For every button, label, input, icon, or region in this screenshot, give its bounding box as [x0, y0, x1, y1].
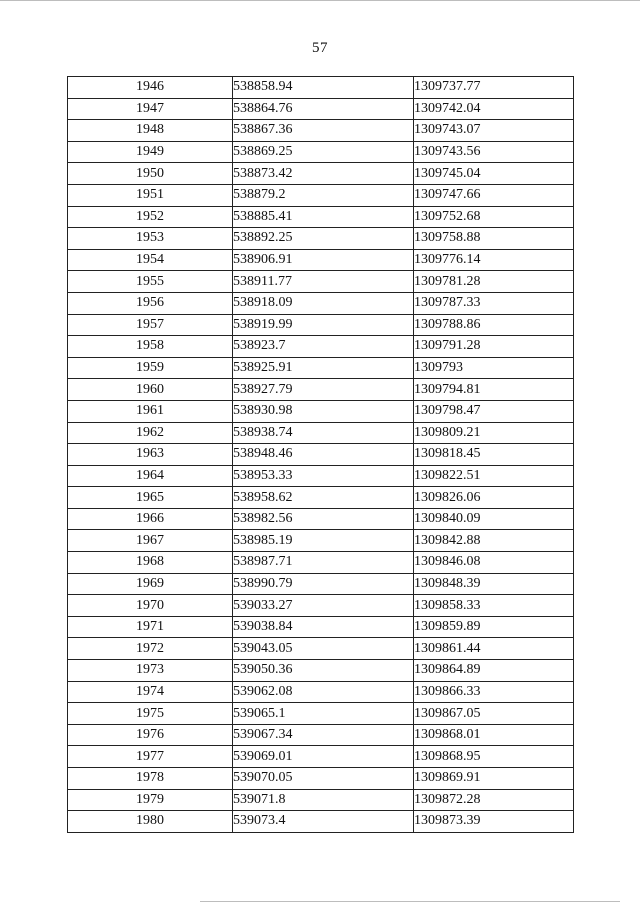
x-coordinate-cell: 539069.01	[233, 746, 414, 768]
y-coordinate-cell: 1309826.06	[414, 487, 574, 509]
point-number-cell: 1978	[68, 768, 233, 790]
point-number-cell: 1970	[68, 595, 233, 617]
point-number-cell: 1976	[68, 724, 233, 746]
table-row	[68, 724, 574, 746]
y-coordinate-cell: 1309842.88	[414, 530, 574, 552]
x-coordinate-cell: 538953.33	[233, 465, 414, 487]
table-row	[68, 357, 574, 379]
table-row	[68, 163, 574, 185]
y-coordinate-cell: 1309822.51	[414, 465, 574, 487]
y-coordinate-cell: 1309742.04	[414, 98, 574, 120]
table-row	[68, 508, 574, 530]
point-number-cell: 1951	[68, 184, 233, 206]
point-number-cell: 1946	[68, 77, 233, 99]
x-coordinate-cell: 539067.34	[233, 724, 414, 746]
y-coordinate-cell: 1309859.89	[414, 616, 574, 638]
y-coordinate-cell: 1309866.33	[414, 681, 574, 703]
x-coordinate-cell: 538919.99	[233, 314, 414, 336]
table-row	[68, 120, 574, 142]
x-coordinate-cell: 538923.7	[233, 336, 414, 358]
y-coordinate-cell: 1309776.14	[414, 249, 574, 271]
y-coordinate-cell: 1309872.28	[414, 789, 574, 811]
y-coordinate-cell: 1309745.04	[414, 163, 574, 185]
y-coordinate-cell: 1309846.08	[414, 552, 574, 574]
point-number-cell: 1947	[68, 98, 233, 120]
x-coordinate-cell: 538873.42	[233, 163, 414, 185]
point-number-cell: 1952	[68, 206, 233, 228]
point-number-cell: 1973	[68, 660, 233, 682]
y-coordinate-cell: 1309868.95	[414, 746, 574, 768]
y-coordinate-cell: 1309791.28	[414, 336, 574, 358]
x-coordinate-cell: 538930.98	[233, 400, 414, 422]
y-coordinate-cell: 1309818.45	[414, 444, 574, 466]
x-coordinate-cell: 538982.56	[233, 508, 414, 530]
y-coordinate-cell: 1309848.39	[414, 573, 574, 595]
y-coordinate-cell: 1309798.47	[414, 400, 574, 422]
x-coordinate-cell: 539043.05	[233, 638, 414, 660]
table-row	[68, 184, 574, 206]
table-row	[68, 703, 574, 725]
x-coordinate-cell: 538938.74	[233, 422, 414, 444]
point-number-cell: 1955	[68, 271, 233, 293]
table-row	[68, 98, 574, 120]
point-number-cell: 1971	[68, 616, 233, 638]
coordinates-table-body	[68, 77, 574, 833]
y-coordinate-cell: 1309781.28	[414, 271, 574, 293]
x-coordinate-cell: 538892.25	[233, 228, 414, 250]
x-coordinate-cell: 538885.41	[233, 206, 414, 228]
y-coordinate-cell: 1309867.05	[414, 703, 574, 725]
y-coordinate-cell: 1309840.09	[414, 508, 574, 530]
point-number-cell: 1950	[68, 163, 233, 185]
point-number-cell: 1972	[68, 638, 233, 660]
table-row	[68, 660, 574, 682]
y-coordinate-cell: 1309868.01	[414, 724, 574, 746]
point-number-cell: 1975	[68, 703, 233, 725]
table-row	[68, 573, 574, 595]
x-coordinate-cell: 538927.79	[233, 379, 414, 401]
x-coordinate-cell: 538948.46	[233, 444, 414, 466]
table-row	[68, 141, 574, 163]
page-bottom-edge	[200, 901, 620, 902]
table-row	[68, 487, 574, 509]
point-number-cell: 1979	[68, 789, 233, 811]
x-coordinate-cell: 539065.1	[233, 703, 414, 725]
point-number-cell: 1958	[68, 336, 233, 358]
x-coordinate-cell: 538858.94	[233, 77, 414, 99]
table-row	[68, 422, 574, 444]
x-coordinate-cell: 538987.71	[233, 552, 414, 574]
point-number-cell: 1959	[68, 357, 233, 379]
y-coordinate-cell: 1309787.33	[414, 292, 574, 314]
point-number-cell: 1974	[68, 681, 233, 703]
point-number-cell: 1969	[68, 573, 233, 595]
x-coordinate-cell: 538925.91	[233, 357, 414, 379]
table-row	[68, 811, 574, 833]
point-number-cell: 1961	[68, 400, 233, 422]
point-number-cell: 1965	[68, 487, 233, 509]
point-number-cell: 1948	[68, 120, 233, 142]
point-number-cell: 1968	[68, 552, 233, 574]
y-coordinate-cell: 1309747.66	[414, 184, 574, 206]
y-coordinate-cell: 1309869.91	[414, 768, 574, 790]
table-row	[68, 768, 574, 790]
table-row	[68, 465, 574, 487]
point-number-cell: 1967	[68, 530, 233, 552]
x-coordinate-cell: 539033.27	[233, 595, 414, 617]
y-coordinate-cell: 1309752.68	[414, 206, 574, 228]
x-coordinate-cell: 539070.05	[233, 768, 414, 790]
point-number-cell: 1960	[68, 379, 233, 401]
x-coordinate-cell: 538918.09	[233, 292, 414, 314]
point-number-cell: 1964	[68, 465, 233, 487]
page-number: 57	[312, 40, 328, 56]
x-coordinate-cell: 538864.76	[233, 98, 414, 120]
y-coordinate-cell: 1309793	[414, 357, 574, 379]
table-row	[68, 249, 574, 271]
x-coordinate-cell: 538990.79	[233, 573, 414, 595]
x-coordinate-cell: 538958.62	[233, 487, 414, 509]
x-coordinate-cell: 538869.25	[233, 141, 414, 163]
point-number-cell: 1949	[68, 141, 233, 163]
x-coordinate-cell: 538906.91	[233, 249, 414, 271]
table-row	[68, 595, 574, 617]
table-row	[68, 616, 574, 638]
point-number-cell: 1980	[68, 811, 233, 833]
table-row	[68, 206, 574, 228]
table-row	[68, 336, 574, 358]
x-coordinate-cell: 539071.8	[233, 789, 414, 811]
y-coordinate-cell: 1309858.33	[414, 595, 574, 617]
y-coordinate-cell: 1309794.81	[414, 379, 574, 401]
x-coordinate-cell: 539038.84	[233, 616, 414, 638]
point-number-cell: 1966	[68, 508, 233, 530]
table-row	[68, 789, 574, 811]
table-row	[68, 530, 574, 552]
y-coordinate-cell: 1309737.77	[414, 77, 574, 99]
table-row	[68, 292, 574, 314]
x-coordinate-cell: 539062.08	[233, 681, 414, 703]
y-coordinate-cell: 1309743.07	[414, 120, 574, 142]
page-top-edge	[0, 0, 640, 1]
y-coordinate-cell: 1309758.88	[414, 228, 574, 250]
y-coordinate-cell: 1309788.86	[414, 314, 574, 336]
x-coordinate-cell: 538911.77	[233, 271, 414, 293]
point-number-cell: 1956	[68, 292, 233, 314]
table-row	[68, 314, 574, 336]
point-number-cell: 1957	[68, 314, 233, 336]
y-coordinate-cell: 1309743.56	[414, 141, 574, 163]
point-number-cell: 1953	[68, 228, 233, 250]
x-coordinate-cell: 538867.36	[233, 120, 414, 142]
point-number-cell: 1962	[68, 422, 233, 444]
table-row	[68, 400, 574, 422]
table-row	[68, 444, 574, 466]
table-row	[68, 638, 574, 660]
table-row	[68, 271, 574, 293]
table-row	[68, 746, 574, 768]
table-row	[68, 77, 574, 99]
x-coordinate-cell: 539050.36	[233, 660, 414, 682]
table-row	[68, 681, 574, 703]
coordinates-table	[67, 76, 574, 833]
y-coordinate-cell: 1309873.39	[414, 811, 574, 833]
table-row	[68, 379, 574, 401]
x-coordinate-cell: 538879.2	[233, 184, 414, 206]
y-coordinate-cell: 1309864.89	[414, 660, 574, 682]
table-row	[68, 228, 574, 250]
point-number-cell: 1954	[68, 249, 233, 271]
y-coordinate-cell: 1309861.44	[414, 638, 574, 660]
point-number-cell: 1963	[68, 444, 233, 466]
x-coordinate-cell: 538985.19	[233, 530, 414, 552]
y-coordinate-cell: 1309809.21	[414, 422, 574, 444]
point-number-cell: 1977	[68, 746, 233, 768]
x-coordinate-cell: 539073.4	[233, 811, 414, 833]
table-row	[68, 552, 574, 574]
